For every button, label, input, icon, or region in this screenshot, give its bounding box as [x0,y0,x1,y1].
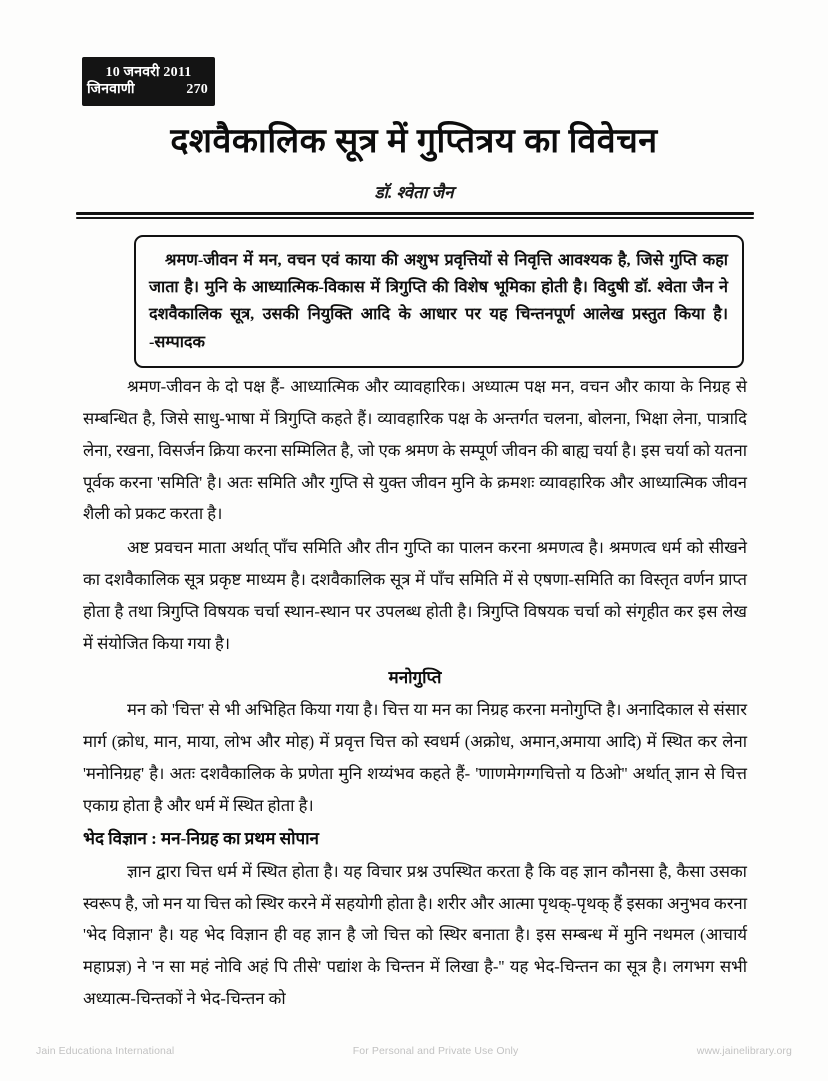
header-divider [76,212,754,219]
issue-date-line [88,64,209,82]
page-footer [36,1045,792,1057]
abstract-box [134,235,744,368]
issue-stamp [82,57,215,106]
issue-journal-line [85,81,212,99]
section-heading-manogupti: मनोगुप्ति [388,667,442,687]
section-heading-bhed-vigyan: भेद विज्ञान : मन-निग्रह का प्रथम सोपान [83,829,319,849]
footer-left-text: Jain Educationa International [36,1045,175,1057]
article-body [83,371,747,1017]
divider-thin-line [76,217,754,219]
body-paragraph-4: ज्ञान द्वारा चित्त धर्म में स्थित होता है। यह विचार प्रश्न उपस्थित करता है कि वह ज्ञान कौनसा है, कैसा उसका स्वरूप है, जो मन या चित्त को स्थिर करने में सहयोगी होता है। शरीर और आत्मा पृथक्-पृथक् हैं इसका अनुभव करना 'भेद विज्ञान' है। यह भेद विज्ञान ही वह ज्ञान है जो चित्त को स्थिर बनाता है। इस सम्बन्ध में मुनि नथमल (आचार्य महाप्रज्ञ) ने 'न सा महं नोवि अहं पि तीसे' पद्यांश के चिन्तन में लिखा है-'' यह भेद-चिन्तन का सूत्र है। लगभग सभी अध्यात्म-चिन्तकों ने भेद-चिन्तन को [83,861,747,1009]
footer-right-text: www.jainelibrary.org [696,1045,792,1057]
abstract-attribution: -सम्पादक [149,332,205,351]
page-title: दशवैकालिक सूत्र में गुप्तित्रय का विवेचन [170,123,658,160]
footer-center-text: For Personal and Private Use Only [352,1045,519,1057]
page-number: 270 [186,82,208,97]
body-paragraph-3: मन को 'चित्त' से भी अभिहित किया गया है। चित्त या मन का निग्रह करना मनोगुप्ति है। अनादिकाल से संसार मार्ग (क्रोध, मान, माया, लोभ और मोह) में प्रवृत्त चित्त को स्वधर्म (अक्रोध, अमान,अमाया आदि) में स्थित कर लेना 'मनोनिग्रह' है। अतः दशवैकालिक के प्रणेता मुनि शय्यंभव कहते हैं- 'णाणमेगग्गचित्तो य ठिओ'' अर्थात् ज्ञान से चित्त एकाग्र होता है और धर्म में स्थित होता है। [83,700,747,815]
body-paragraph-2: अष्ट प्रवचन माता अर्थात् पाँच समिति और तीन गुप्ति का पालन करना श्रमणत्व है। श्रमणत्व धर्म को सीखने का दशवैकालिक सूत्र प्रकृष्ट माध्यम है। दशवैकालिक सूत्र में पाँच समिति में से एषणा-समिति का विस्तृत वर्णन प्राप्त होता है तथा त्रिगुप्ति विषयक चर्चा स्थान-स्थान पर उपलब्ध होती है। त्रिगुप्ति विषयक चर्चा को संगृहीत कर इस लेख में संयोजित किया गया है। [83,538,747,653]
abstract-text [149,247,728,356]
journal-name: जिनवाणी [87,82,135,97]
article-author: डॉ. श्वेता जैन [374,183,454,202]
issue-date: 10 जनवरी 2011 [105,64,192,80]
body-paragraph-1: श्रमण-जीवन के दो पक्ष हैं- आध्यात्मिक और व्यावहारिक। अध्यात्म पक्ष मन, वचन और काया के निग्रह से सम्बन्धित है, जिसे साधु-भाषा में त्रिगुप्ति कहते हैं। व्यावहारिक पक्ष के अन्तर्गत चलना, बोलना, भिक्षा लेना, पात्रादि लेना, रखना, विसर्जन क्रिया करना सम्मिलित है, जो एक श्रमण के सम्पूर्ण जीवन की बाह्य चर्या है। इस चर्या को यतना पूर्वक करना 'समिति' है। अतः समिति और गुप्ति से युक्त जीवन मुनि के क्रमशः व्यावहारिक और आध्यात्मिक जीवन शैली को प्रकट करता है। [83,377,747,524]
abstract-body: श्रमण-जीवन में मन, वचन एवं काया की अशुभ प्रवृत्तियों से निवृत्ति आवश्यक है, जिसे गुप्ति कहा जाता है। मुनि के आध्यात्मिक-विकास में त्रिगुप्ति की विशेष भूमिका होती है। विदुषी डॉ. श्वेता जैन ने दशवैकालिक सूत्र, उसकी नियुक्ति आदि के आधार पर यह चिन्तनपूर्ण आलेख प्रस्तुत किया है। [149,251,728,324]
divider-thick-line [76,212,754,215]
